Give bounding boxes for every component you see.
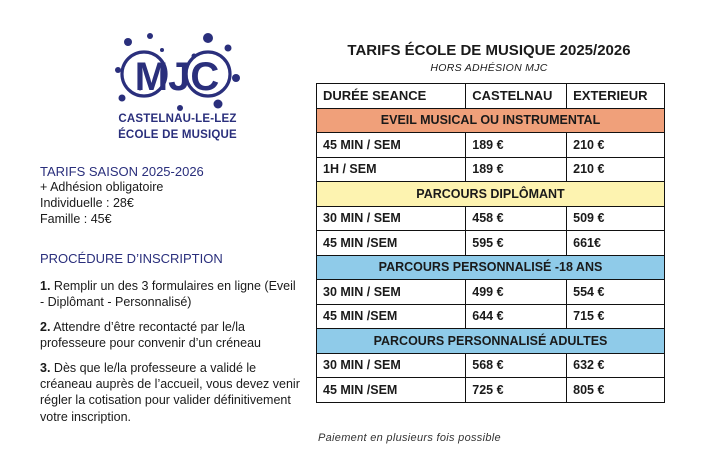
procedure-step: 1. Remplir un des 3 formulaires en ligne (Eveil - Diplômant - Personnalisé)	[40, 279, 296, 310]
cell-castelnau: 458 €	[466, 206, 567, 231]
logo-city: CASTELNAU-LE-LEZ	[118, 113, 237, 125]
procedure-step: 2. Attendre d’être recontacté par le/la professeure pour convenir d’un créneau	[40, 319, 261, 351]
cell-duration: 1H / SEM	[317, 157, 466, 182]
cell-castelnau: 499 €	[466, 280, 567, 305]
membership-line: + Adhésion obligatoire	[40, 180, 164, 194]
mjc-logo	[110, 28, 245, 153]
procedure-step: 3. Dès que le/la professeure a validé le créaneau auprès de l’accueil, vous devez venir régler la cotisation pour valider définitivement votre inscription.	[40, 360, 300, 424]
cell-exterieur: 210 €	[567, 133, 665, 158]
price-table	[316, 83, 665, 403]
cell-exterieur: 210 €	[567, 157, 665, 182]
procedure-steps	[40, 278, 302, 433]
table-row	[317, 304, 665, 329]
section-row-eveil	[317, 108, 665, 133]
header-duration: DURÉE SEANCE	[317, 84, 466, 109]
cell-duration: 45 MIN /SEM	[317, 304, 466, 329]
logo-school: ÉCOLE DE MUSIQUE	[118, 129, 237, 141]
table-row	[317, 353, 665, 378]
table-row	[317, 206, 665, 231]
cell-exterieur: 715 €	[567, 304, 665, 329]
table-row	[317, 157, 665, 182]
membership-line: Famille : 45€	[40, 212, 112, 226]
mjc-logo-mark	[110, 28, 245, 118]
cell-castelnau: 189 €	[466, 157, 567, 182]
cell-exterieur: 509 €	[567, 206, 665, 231]
header-castelnau: CASTELNAU	[466, 84, 567, 109]
cell-duration: 30 MIN / SEM	[317, 353, 466, 378]
price-table-subtitle: HORS ADHÉSION MJC	[430, 62, 548, 74]
cell-castelnau: 644 €	[466, 304, 567, 329]
cell-castelnau: 595 €	[466, 231, 567, 256]
cell-duration: 30 MIN / SEM	[317, 206, 466, 231]
cell-duration: 45 MIN /SEM	[317, 378, 466, 403]
membership-line: Individuelle : 28€	[40, 196, 134, 210]
cell-duration: 45 MIN / SEM	[317, 133, 466, 158]
section-row-personnalise-18	[317, 255, 665, 280]
season-tarifs-title: TARIFS SAISON 2025-2026	[40, 164, 204, 179]
cell-exterieur: 805 €	[567, 378, 665, 403]
section-eveil: EVEIL MUSICAL OU INSTRUMENTAL	[317, 108, 665, 133]
section-adultes: PARCOURS PERSONNALISÉ ADULTES	[317, 329, 665, 354]
price-table-title: TARIFS ÉCOLE DE MUSIQUE 2025/2026	[347, 42, 631, 59]
cell-duration: 30 MIN / SEM	[317, 280, 466, 305]
cell-exterieur: 661€	[567, 231, 665, 256]
section-row-diplomant	[317, 182, 665, 207]
table-row	[317, 133, 665, 158]
logo-letters: MJC	[134, 55, 220, 99]
header-exterieur: EXTERIEUR	[567, 84, 665, 109]
table-row	[317, 280, 665, 305]
cell-castelnau: 725 €	[466, 378, 567, 403]
section-row-adultes	[317, 329, 665, 354]
payment-footnote: Paiement en plusieurs fois possible	[318, 432, 501, 444]
cell-exterieur: 554 €	[567, 280, 665, 305]
table-header-row	[317, 84, 665, 109]
section-personnalise-18: PARCOURS PERSONNALISÉ -18 ANS	[317, 255, 665, 280]
cell-exterieur: 632 €	[567, 353, 665, 378]
procedure-title: PROCÉDURE D’INSCRIPTION	[40, 251, 223, 266]
membership-info	[40, 164, 300, 227]
cell-duration: 45 MIN /SEM	[317, 231, 466, 256]
cell-castelnau: 189 €	[466, 133, 567, 158]
table-row	[317, 231, 665, 256]
cell-castelnau: 568 €	[466, 353, 567, 378]
table-row	[317, 378, 665, 403]
section-diplomant: PARCOURS DIPLÔMANT	[317, 182, 665, 207]
